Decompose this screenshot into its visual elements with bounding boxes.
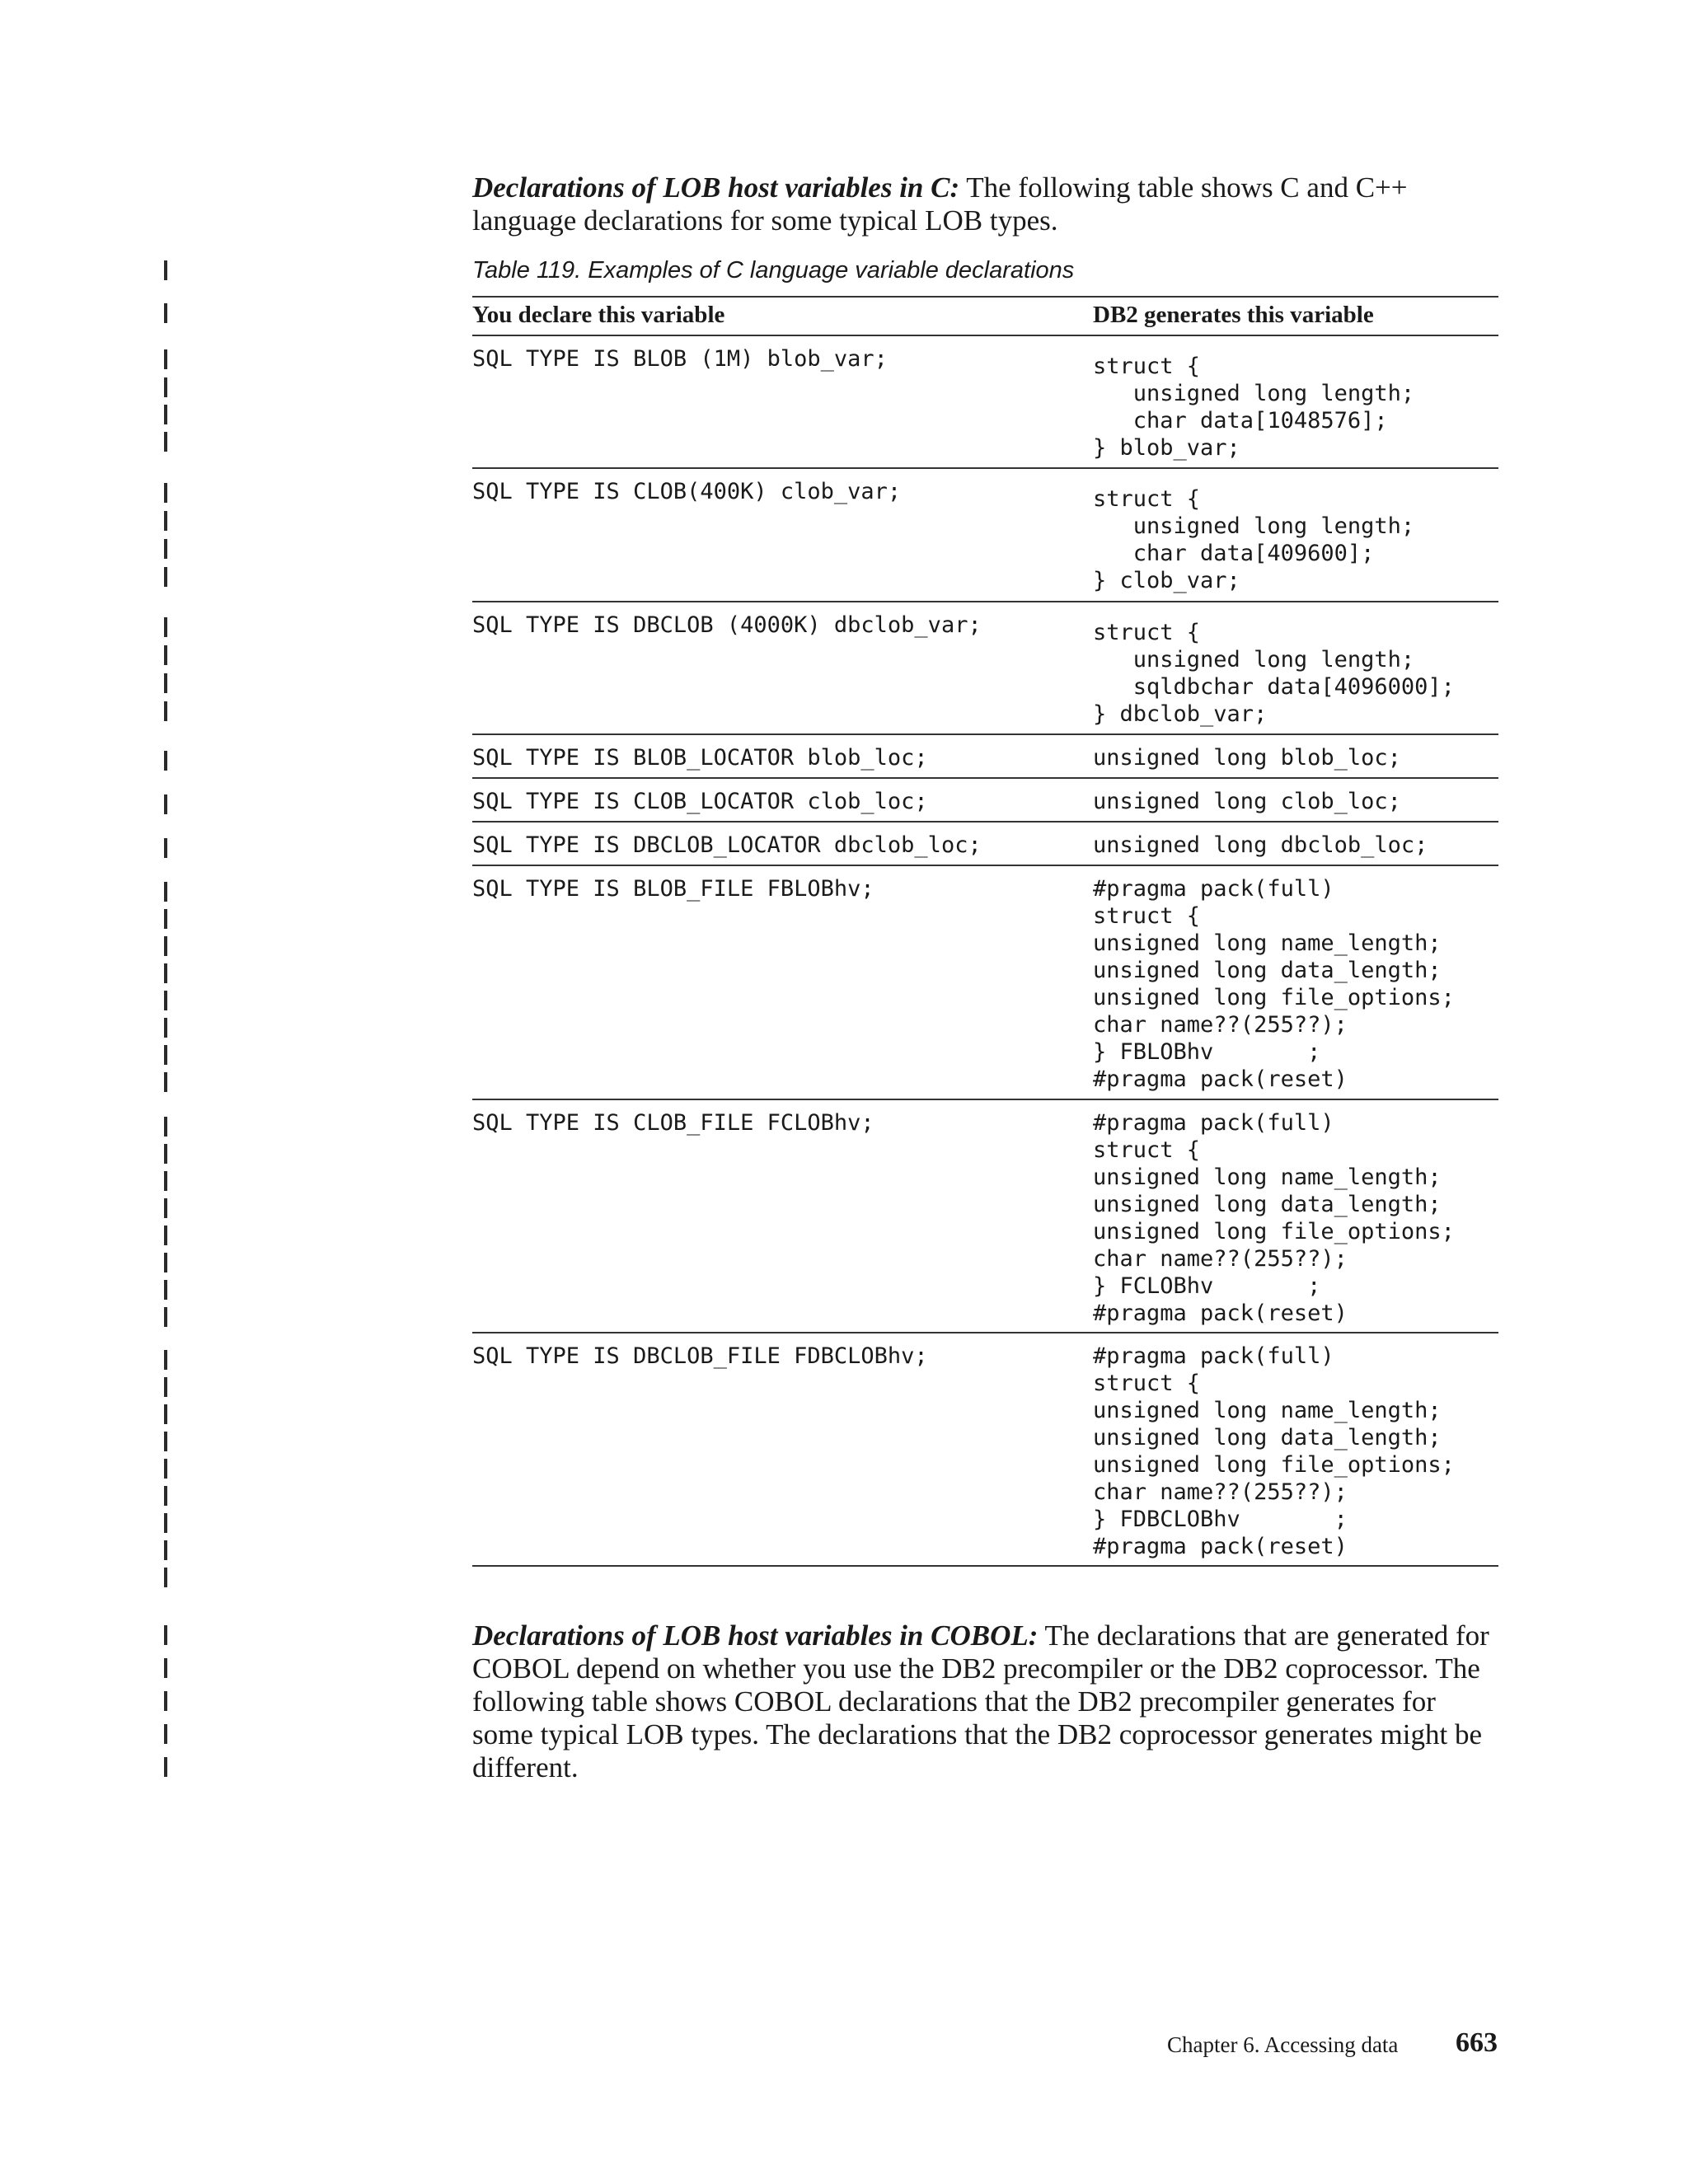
- table-rule: [472, 296, 1498, 298]
- change-bar: [164, 673, 167, 693]
- declare-cell: SQL TYPE IS DBCLOB (4000K) dbclob_var;: [472, 612, 982, 638]
- generates-cell: unsigned long blob_loc;: [1093, 745, 1401, 771]
- change-bar: [164, 1253, 167, 1272]
- generates-cell: struct { unsigned long length; char data[409600]; } clob_var;: [1093, 486, 1415, 593]
- table-rule: [472, 1565, 1498, 1567]
- generates-cell: struct { unsigned long length; char data[1048576]; } blob_var;: [1093, 354, 1415, 461]
- change-bar: [164, 511, 167, 531]
- table-rule: [472, 821, 1498, 823]
- change-bar: [164, 1432, 167, 1451]
- change-bar: [164, 1171, 167, 1191]
- change-bar: [164, 1198, 167, 1218]
- change-bar: [164, 1404, 167, 1424]
- generates-cell: #pragma pack(full) struct { unsigned long name_length; unsigned long data_length; unsigned long file_options; char name??(255??); } FCLOBhv ; #pragma pack(reset): [1093, 1110, 1455, 1326]
- change-bar: [164, 617, 167, 637]
- table-rule: [472, 733, 1498, 735]
- change-bar: [164, 963, 167, 983]
- change-bar: [164, 1691, 167, 1711]
- table-rule: [472, 1332, 1498, 1333]
- intro-c-paragraph: [472, 171, 1503, 237]
- change-bar: [164, 991, 167, 1010]
- declare-cell: SQL TYPE IS CLOB_FILE FCLOBhv;: [472, 1110, 874, 1136]
- intro-cobol-heading: Declarations of LOB host variables in COBOL:: [472, 1619, 1039, 1652]
- change-bar: [164, 1117, 167, 1137]
- change-bar: [164, 567, 167, 587]
- declare-cell: SQL TYPE IS DBCLOB_FILE FDBCLOBhv;: [472, 1343, 928, 1369]
- table-rule: [472, 601, 1498, 602]
- generates-cell: #pragma pack(full) struct { unsigned long name_length; unsigned long data_length; unsigned long file_options; char name??(255??); } FBLOBhv ; #pragma pack(reset): [1093, 876, 1455, 1092]
- change-bar: [164, 483, 167, 503]
- change-bar: [164, 1072, 167, 1092]
- change-bar: [164, 1625, 167, 1645]
- change-bar: [164, 1226, 167, 1245]
- table-caption: Table 119. Examples of C language variable declarations: [472, 257, 1075, 284]
- declare-cell: SQL TYPE IS CLOB(400K) clob_var;: [472, 479, 902, 504]
- change-bar: [164, 1757, 167, 1777]
- generates-cell: struct { unsigned long length; sqldbchar data[4096000]; } dbclob_var;: [1093, 620, 1455, 727]
- table-rule: [472, 1099, 1498, 1100]
- change-bar: [164, 1350, 167, 1370]
- change-bar: [164, 909, 167, 929]
- change-bar: [164, 1658, 167, 1678]
- declare-cell: SQL TYPE IS DBCLOB_LOCATOR dbclob_loc;: [472, 832, 982, 858]
- change-bar: [164, 432, 167, 452]
- change-bar: [164, 936, 167, 956]
- change-bar: [164, 838, 167, 858]
- column-header-generates: DB2 generates this variable: [1093, 302, 1374, 328]
- table-rule: [472, 467, 1498, 469]
- change-bar: [164, 1144, 167, 1164]
- generates-cell: #pragma pack(full) struct { unsigned long name_length; unsigned long data_length; unsigned long file_options; char name??(255??); } FDBCLOBhv ; #pragma pack(reset): [1093, 1343, 1455, 1559]
- change-bar: [164, 1486, 167, 1506]
- generates-cell: unsigned long clob_loc;: [1093, 789, 1401, 814]
- change-bar: [164, 1724, 167, 1744]
- change-bar: [164, 349, 167, 369]
- change-bar: [164, 1377, 167, 1397]
- change-bar: [164, 1045, 167, 1065]
- change-bar: [164, 794, 167, 814]
- page-number: 663: [1456, 2027, 1498, 2058]
- change-bar: [164, 377, 167, 397]
- intro-cobol-paragraph: [472, 1619, 1503, 1784]
- footer-chapter: Chapter 6. Accessing data: [1167, 2032, 1399, 2057]
- declare-cell: SQL TYPE IS BLOB (1M) blob_var;: [472, 346, 888, 372]
- declare-cell: SQL TYPE IS BLOB_LOCATOR blob_loc;: [472, 745, 928, 771]
- change-bar: [164, 1459, 167, 1479]
- change-bar: [164, 539, 167, 559]
- change-bar: [164, 1568, 167, 1587]
- declare-cell: SQL TYPE IS CLOB_LOCATOR clob_loc;: [472, 789, 928, 814]
- intro-c-heading: Declarations of LOB host variables in C:: [472, 171, 960, 204]
- change-bar: [164, 701, 167, 721]
- change-bar: [164, 751, 167, 771]
- change-bar: [164, 260, 167, 280]
- change-bar: [164, 1307, 167, 1327]
- table-rule: [472, 865, 1498, 866]
- intro-c-text: The following table shows C and C++ language declarations for some typical LOB types.: [472, 171, 1408, 237]
- change-bar: [164, 405, 167, 424]
- table-rule: [472, 335, 1498, 336]
- generates-cell: unsigned long dbclob_loc;: [1093, 832, 1428, 858]
- change-bar: [164, 1540, 167, 1560]
- change-bar: [164, 645, 167, 665]
- change-bar: [164, 882, 167, 902]
- declare-cell: SQL TYPE IS BLOB_FILE FBLOBhv;: [472, 876, 874, 902]
- change-bar: [164, 1018, 167, 1038]
- table-rule: [472, 777, 1498, 779]
- change-bar: [164, 1513, 167, 1533]
- column-header-declare: You declare this variable: [472, 302, 725, 328]
- change-bar: [164, 303, 167, 323]
- change-bar: [164, 1280, 167, 1300]
- intro-cobol-text: The declarations that are generated for COBOL depend on whether you use the DB2 precompiler or the DB2 coprocessor. The following table shows COBOL declarations that the DB2 precompiler generates for some typical LOB types. The declarations that the DB2 coprocessor generates might be different.: [472, 1619, 1489, 1783]
